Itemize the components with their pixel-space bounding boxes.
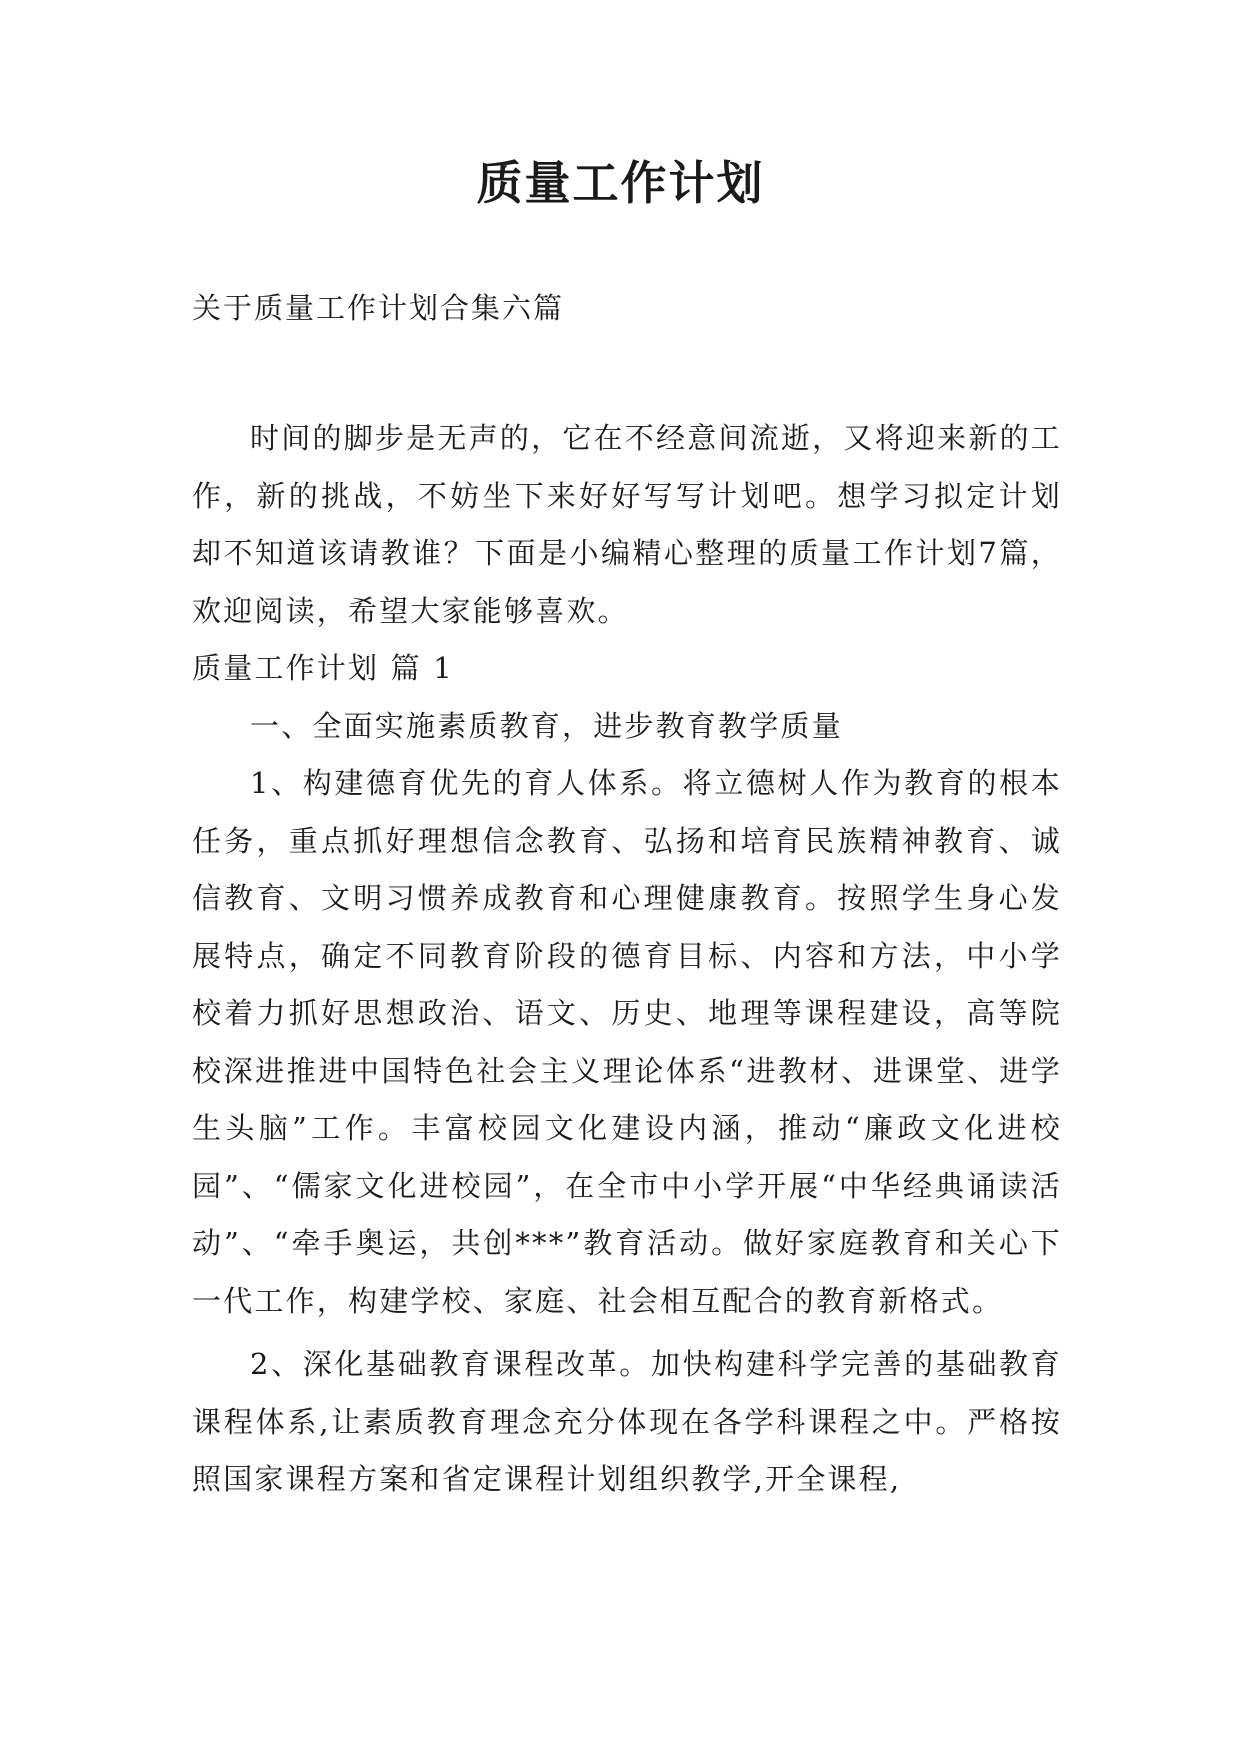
subsection-heading: 一、全面实施素质教育，进步教育教学质量 — [250, 708, 843, 743]
document-subtitle: 关于质量工作计划合集六篇 — [192, 291, 565, 325]
intro-paragraph: 时间的脚步是无声的，它在不经意间流逝，又将迎来新的工作，新的挑战，不妨坐下来好好写写计划吧。想学习拟定计划却不知道该请教谁？下面是小编精心整理的质量工作计划7篇，欢迎阅读，希望大家能够喜欢。 — [192, 421, 1062, 628]
body-paragraph-1: 1、构建德育优先的育人体系。将立德树人作为教育的根本任务，重点抓好理想信念教育、弘扬和培育民族精神教育、诚信教育、文明习惯养成教育和心理健康教育。按照学生身心发展特点，确定不同教育阶段的德育目标、内容和方法，中小学校着力抓好思想政治、语文、历史、地理等课程建设，高等院校深进推进中国特色社会主义理论体系“进教材、进课堂、进学生头脑”工作。丰富校园文化建设内涵，推动“廉政文化进校园”、“儒家文化进校园”，在全市中小学开展“中华经典诵读活动”、“牵手奥运，共创***”教育活动。做好家庭教育和关心下一代工作，构建学校、家庭、社会相互配合的教育新格式。 — [192, 766, 1062, 1318]
body-paragraph-2: 2、深化基础教育课程改革。加快构建科学完善的基础教育课程体系,让素质教育理念充分体现在各学科课程之中。严格按照国家课程方案和省定课程计划组织教学,开全课程, — [192, 1347, 1062, 1496]
section-heading: 质量工作计划 篇 1 — [192, 651, 454, 685]
document-body — [192, 410, 1062, 1509]
document-title: 质量工作计划 — [476, 156, 765, 210]
